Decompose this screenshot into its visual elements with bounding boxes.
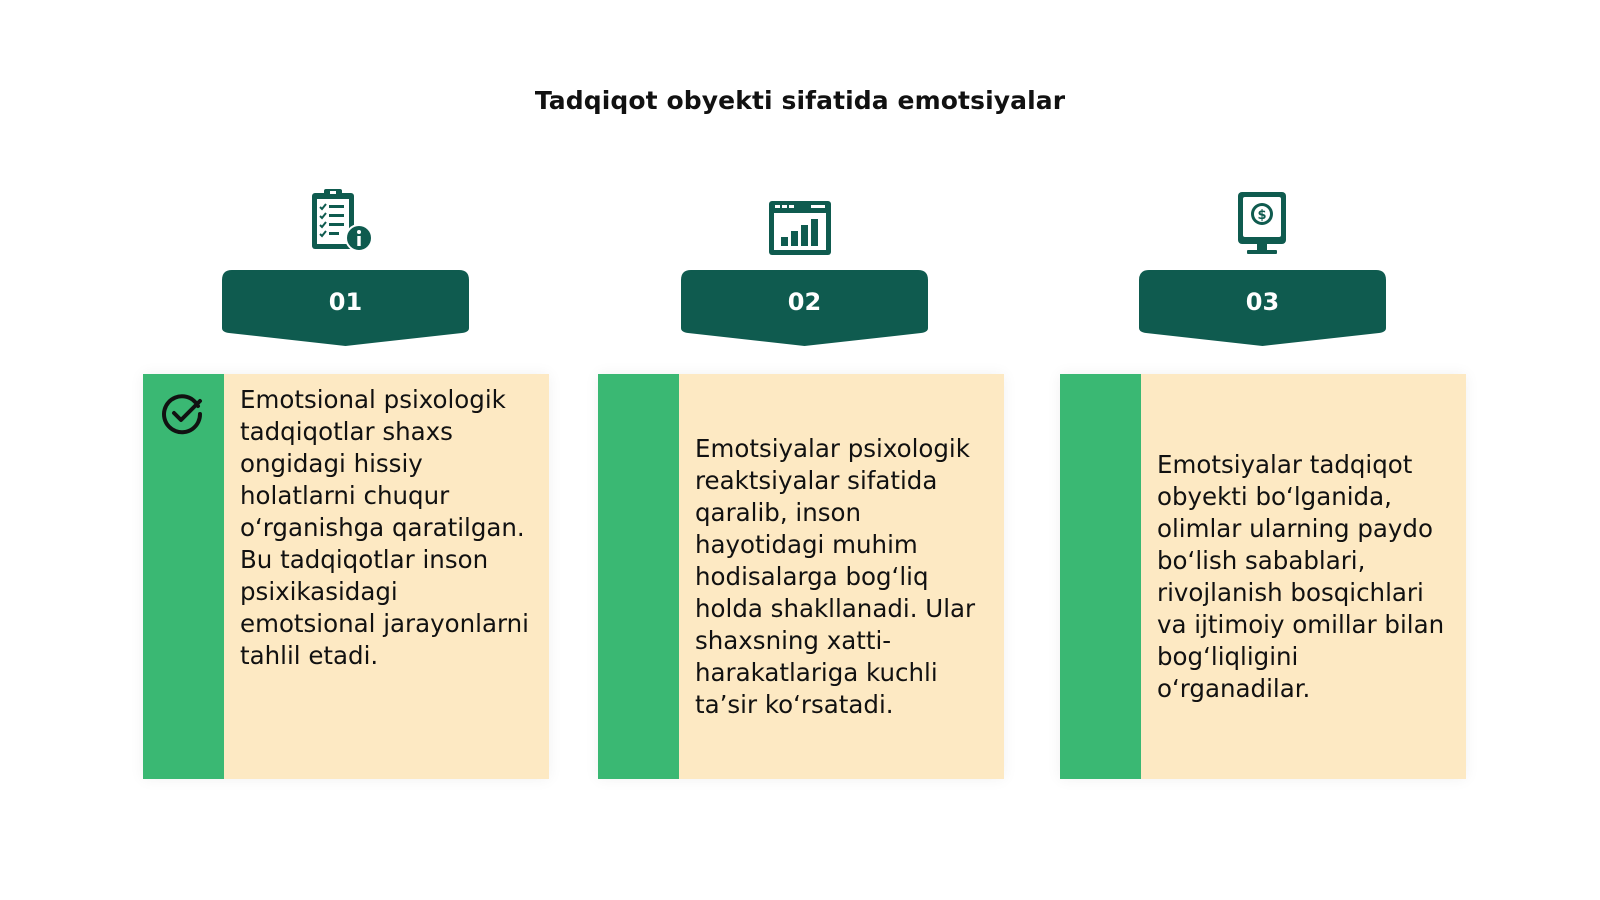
card-accent-bar	[1060, 374, 1141, 779]
card-01	[143, 374, 549, 779]
card-03	[1060, 374, 1466, 779]
page-title: Tadqiqot obyekti sifatida emotsiyalar	[534, 86, 1066, 115]
card-text: Emotsiyalar tadqiqot obyekti bo‘lganida, olimlar ularning paydo bo‘lish sabablari, rivojlanish bosqichlari va ijtimoiy omillar bilan bog‘liqligini o‘rganadilar.	[1157, 449, 1445, 703]
card-accent-bar	[143, 374, 224, 779]
check-circle-icon	[161, 392, 205, 436]
card-accent-bar	[598, 374, 679, 779]
card-text: Emotsiyalar psixologik reaktsiyalar sifatida qaralib, inson hayotidagi muhim hodisalarga bog‘liq holda shakllanadi. Ular shaxsning xatti-harakatlariga kuchli ta’sir ko‘rsatadi.	[695, 433, 976, 719]
card-text: Emotsional psixologik tadqiqotlar shaxs ongidagi hissiy holatlarni chuqur o‘rganishga qaratilgan. Bu tadqiqotlar inson psixikasidagi emotsional jarayonlarni tahlil etadi.	[240, 385, 529, 670]
step-badge-01	[222, 270, 469, 348]
svg-text:$: $	[1257, 208, 1267, 223]
card-body	[679, 374, 1004, 779]
step-badge-02	[681, 270, 928, 348]
card-02	[598, 374, 1004, 779]
card-body	[1141, 374, 1466, 779]
step-badge-03	[1139, 270, 1386, 348]
analytics-window-icon	[767, 197, 833, 263]
clipboard-checklist-info-icon	[309, 188, 375, 254]
monitor-dollar-icon	[1229, 190, 1295, 256]
step-number: 02	[787, 288, 822, 316]
card-body	[224, 374, 549, 779]
step-number: 03	[1245, 288, 1280, 316]
step-number: 01	[328, 288, 363, 316]
